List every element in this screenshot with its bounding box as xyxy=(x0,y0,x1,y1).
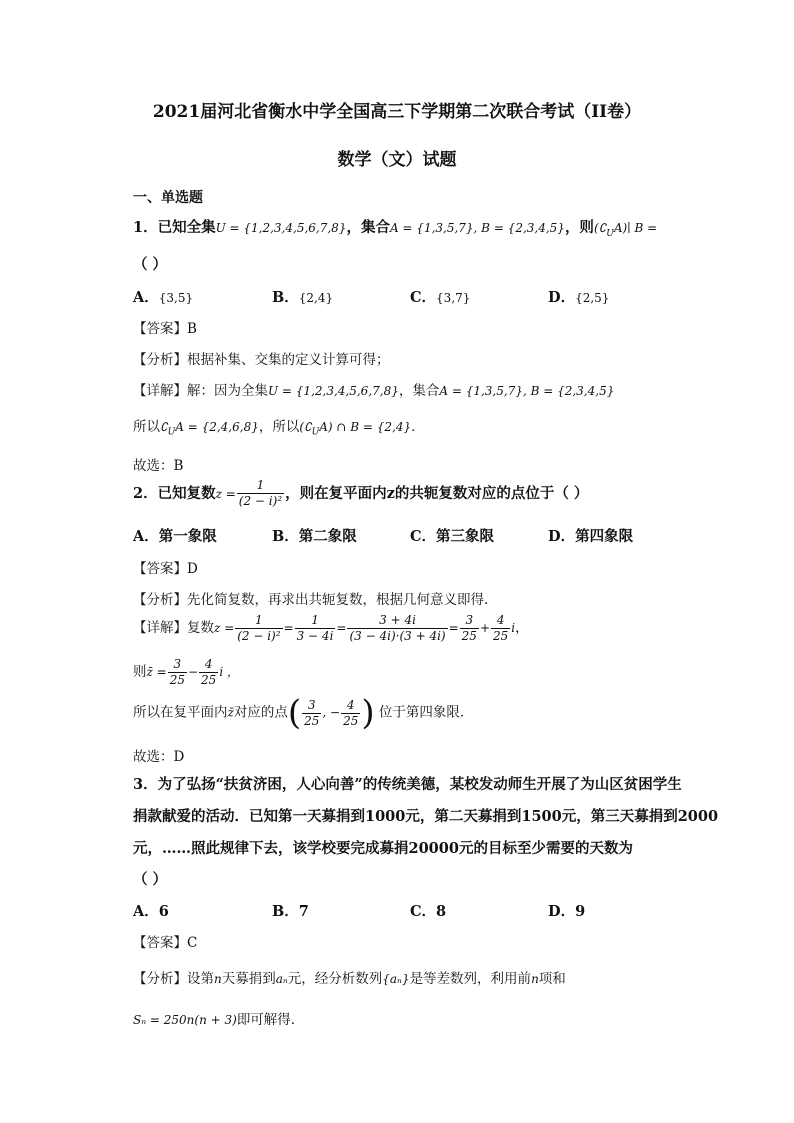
q2-point: 所以在复平面内z̄对应的点( $\frac{3}{25}$ , − $\frac{4}{25}$ ) 位于第四象限． xyxy=(133,693,474,733)
q3-sum: Sₙ = 250n(n + 3)即可解得． xyxy=(133,1012,305,1028)
q1-sets: A = {1,3,5,7}, B = {2,3,4,5} xyxy=(389,221,565,235)
q1-paren: （ ） xyxy=(133,256,168,273)
q3-stem-line2: 捐款献爱的活动．已知第一天募捐到1000元，第二天募捐到1500元，第三天募捐到2000 xyxy=(133,808,719,825)
q1-universal-set: U = {1,2,3,4,5,6,7,8} xyxy=(215,221,347,235)
q2-conjugate: 则z̄ = $\frac{3}{25}$ − $\frac{4}{25}$ i ， xyxy=(133,657,239,687)
q3-option-b: B．7 xyxy=(272,903,309,920)
q2-stem: 2．已知复数z = $\frac{1}{\text{(2 − i)²}}$ ，则在复平面内z的共轭复数对应的点位于（ ） xyxy=(133,478,589,508)
q1-option-d: D．{2,5} xyxy=(548,289,610,306)
doc-title-line1: 2021届河北省衡水中学全国高三下学期第二次联合考试（II卷） xyxy=(152,102,642,122)
q1-analysis: 【分析】根据补集、交集的定义计算可得； xyxy=(133,352,390,368)
q1-option-c: C．{3,7} xyxy=(410,289,471,306)
q3-answer: 【答案】C xyxy=(133,935,198,951)
q1-choose: 故选：B xyxy=(133,458,184,474)
q1-option-a: A．{3,5} xyxy=(133,289,194,306)
q1-ask: ，则 xyxy=(564,219,594,236)
q1-stem: 1．已知全集U = {1,2,3,4,5,6,7,8}，集合A = {1,3,5,7}, B = {2,3,4,5}，则$(∁_UA)∣$ B = xyxy=(133,219,658,240)
doc-title-line2: 数学（文）试题 xyxy=(337,150,457,170)
q1-expr2: A)∣ B = xyxy=(613,221,658,235)
q3-option-a: A．6 xyxy=(133,903,169,920)
q1-detail-line2: 所以$∁_UA = \{2,4,6,8\}$，所以$(∁_UA)$ ∩ B = {2,4}． xyxy=(133,419,425,438)
q2-answer: 【答案】D xyxy=(133,561,198,577)
q1-mid: ，集合 xyxy=(346,219,390,236)
q2-option-d: D．第四象限 xyxy=(548,528,634,545)
q1-answer: 【答案】B xyxy=(133,321,197,337)
q2-option-c: C．第三象限 xyxy=(410,528,495,545)
q1-option-b: B．{2,4} xyxy=(272,289,334,306)
q3-analysis: 【分析】设第n天募捐到aₙ元，经分析数列{aₙ}是等差数列，利用前n项和 xyxy=(133,971,566,987)
q2-option-b: B．第二象限 xyxy=(272,528,357,545)
q3-option-d: D．9 xyxy=(548,903,586,920)
q2-detail: 【详解】复数z = $\frac{1}{\text{(2 − i)²}}$ = $\frac{1}{3 - 4i}$ = $\frac{3 + 4i}{(3 - 4i)\cdot(3 + 4i)}$ = $\frac{3}{25}$ + $\frac{4}{25}$ i， xyxy=(133,613,529,643)
q3-option-c: C．8 xyxy=(410,903,447,920)
q2-choose: 故选：D xyxy=(133,749,185,765)
q2-analysis: 【分析】先化简复数，再求出共轭复数，根据几何意义即得. xyxy=(133,592,489,608)
q3-stem-line1: 3．为了弘扬“扶贫济困，人心向善”的传统美德，某校发动师生开展了为山区贫困学生 xyxy=(133,776,682,793)
q1-detail: 【详解】解：因为全集U = {1,2,3,4,5,6,7,8}，集合A = {1,3,5,7}, B = {2,3,4,5} xyxy=(133,383,615,399)
q1-prefix: 1．已知全集 xyxy=(133,219,216,236)
section-heading: 一、单选题 xyxy=(133,190,203,206)
q3-paren: （ ） xyxy=(133,871,168,888)
q2-option-a: A．第一象限 xyxy=(133,528,217,545)
q3-stem-line3: 元，……照此规律下去，该学校要完成募捐20000元的目标至少需要的天数为 xyxy=(133,840,633,857)
q1-expr: (∁ xyxy=(593,221,607,235)
